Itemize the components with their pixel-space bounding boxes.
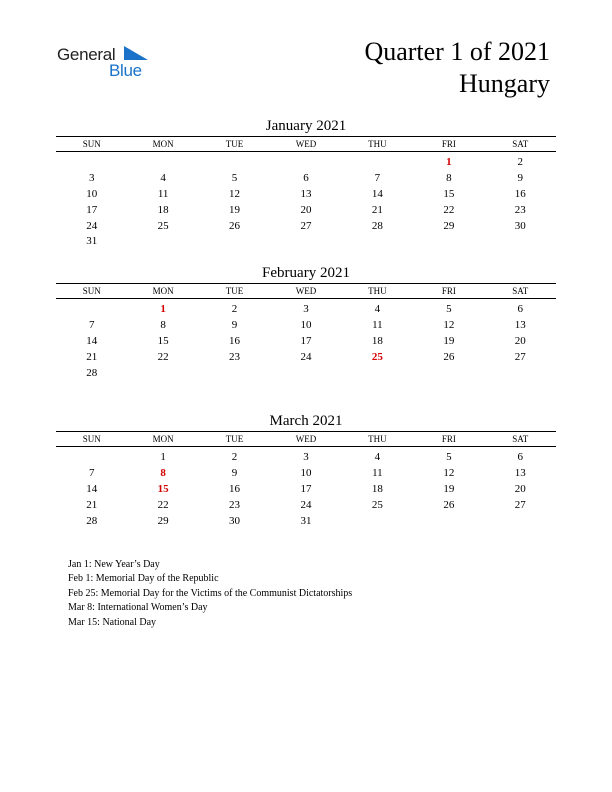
day-cell: 25: [371, 350, 383, 363]
empty-day-cell: [127, 365, 198, 381]
day-cell: 14: [86, 334, 98, 347]
day-cell: 8: [160, 467, 166, 480]
day-cell: 12: [229, 187, 241, 200]
weekday-header: SAT: [485, 137, 556, 152]
empty-day-cell: [485, 513, 556, 529]
empty-day-cell: [199, 365, 270, 381]
day-cell: 15: [443, 187, 455, 200]
week-row: [56, 302, 556, 318]
empty-day-cell: [413, 365, 484, 381]
day-cell: 13: [514, 319, 526, 332]
week-row: [56, 333, 556, 349]
empty-day-cell: [270, 233, 341, 249]
page-title: [364, 36, 550, 100]
empty-day-cell: [342, 233, 413, 249]
month-title: February 2021: [262, 265, 350, 281]
month-title: March 2021: [269, 413, 343, 429]
empty-day-cell: [199, 155, 270, 171]
day-cell: 23: [514, 203, 526, 216]
week-row: [56, 465, 556, 481]
day-cell: 19: [443, 334, 455, 347]
calendar-grid: [56, 136, 556, 249]
month-january: [56, 116, 556, 249]
weekday-header: SUN: [56, 432, 127, 447]
day-cell: 2: [231, 451, 238, 464]
day-cell: 22: [157, 498, 169, 511]
day-cell: 19: [229, 203, 241, 216]
day-cell: 30: [514, 219, 526, 232]
day-cell: 27: [514, 498, 526, 511]
day-cell: 19: [443, 482, 455, 495]
day-cell: 5: [446, 303, 452, 316]
calendar-grid: [56, 431, 556, 528]
day-cell: 17: [300, 334, 312, 347]
empty-day-cell: [485, 365, 556, 381]
day-cell: 23: [229, 498, 241, 511]
day-cell: 9: [231, 319, 238, 332]
calendar-grid: [56, 283, 556, 380]
day-cell: 10: [86, 187, 98, 200]
weekday-header: SAT: [485, 432, 556, 447]
day-cell: 18: [371, 482, 383, 495]
logo-text-general: General: [57, 45, 116, 64]
weekday-header: MON: [127, 432, 198, 447]
day-cell: 26: [229, 219, 241, 232]
day-cell: 26: [443, 350, 455, 363]
day-cell: 28: [371, 219, 383, 232]
quarter-heading: Quarter 1 of 2021: [364, 37, 550, 66]
empty-day-cell: [56, 302, 127, 318]
empty-day-cell: [413, 513, 484, 529]
logo-triangle-icon: [124, 46, 148, 60]
day-cell: 10: [300, 319, 312, 332]
day-cell: 24: [86, 219, 98, 232]
day-cell: 4: [160, 172, 166, 185]
day-cell: 15: [157, 334, 169, 347]
holiday-notes: [68, 558, 352, 630]
day-cell: 20: [514, 334, 526, 347]
weekday-header: FRI: [413, 137, 484, 152]
day-cell: 7: [374, 172, 381, 185]
week-row: [56, 155, 556, 171]
day-cell: 6: [517, 451, 524, 464]
holiday-note: Feb 1: Memorial Day of the Republic: [68, 573, 219, 585]
day-cell: 31: [86, 235, 98, 248]
week-row: [56, 317, 556, 333]
generalblue-logo: [57, 43, 157, 83]
day-cell: 26: [443, 498, 455, 511]
holiday-note: Mar 15: National Day: [68, 616, 157, 628]
day-cell: 23: [229, 350, 241, 363]
day-cell: 28: [86, 366, 98, 379]
day-cell: 7: [88, 467, 95, 480]
day-cell: 9: [517, 172, 524, 185]
day-cell: 25: [371, 498, 383, 511]
day-cell: 18: [371, 334, 383, 347]
day-cell: 1: [446, 156, 452, 169]
weekday-header: TUE: [199, 284, 270, 299]
weekday-header: WED: [270, 137, 341, 152]
weekday-header: SUN: [56, 284, 127, 299]
day-cell: 27: [514, 350, 526, 363]
week-row: [56, 497, 556, 513]
empty-day-cell: [199, 233, 270, 249]
weekday-header: FRI: [413, 432, 484, 447]
empty-day-cell: [56, 450, 127, 466]
day-cell: 3: [303, 451, 309, 464]
day-cell: 11: [372, 319, 383, 332]
day-cell: 27: [300, 219, 312, 232]
weekday-header: TUE: [199, 137, 270, 152]
empty-day-cell: [413, 233, 484, 249]
day-cell: 24: [300, 350, 312, 363]
day-cell: 3: [88, 172, 95, 185]
empty-day-cell: [342, 155, 413, 171]
day-cell: 12: [443, 467, 455, 480]
day-cell: 15: [157, 482, 169, 495]
empty-day-cell: [485, 233, 556, 249]
weekday-header: FRI: [413, 284, 484, 299]
day-cell: 22: [443, 203, 455, 216]
day-cell: 13: [514, 467, 526, 480]
weekday-header: WED: [270, 284, 341, 299]
day-cell: 2: [517, 156, 524, 169]
day-cell: 7: [88, 319, 95, 332]
weekday-header: SAT: [485, 284, 556, 299]
month-march: [56, 411, 556, 528]
day-cell: 8: [446, 172, 452, 185]
day-cell: 24: [300, 498, 312, 511]
day-cell: 11: [157, 187, 169, 200]
week-row: [56, 365, 556, 381]
empty-day-cell: [56, 155, 127, 171]
week-row: [56, 513, 556, 529]
week-row: [56, 202, 556, 218]
weekday-header: THU: [342, 284, 413, 299]
day-cell: 2: [231, 303, 238, 316]
day-cell: 21: [86, 350, 98, 363]
weekday-header: TUE: [199, 432, 270, 447]
day-cell: 12: [443, 319, 455, 332]
week-row: [56, 481, 556, 497]
month-february: [56, 263, 556, 380]
day-cell: 25: [157, 219, 169, 232]
weekday-header: MON: [127, 284, 198, 299]
day-cell: 1: [160, 451, 166, 464]
weekday-header: THU: [342, 432, 413, 447]
week-row: [56, 186, 556, 202]
day-cell: 21: [86, 498, 98, 511]
day-cell: 6: [303, 172, 309, 185]
day-cell: 16: [229, 334, 241, 347]
day-cell: 14: [371, 187, 383, 200]
day-cell: 4: [374, 303, 381, 316]
week-row: [56, 233, 556, 249]
day-cell: 13: [300, 187, 312, 200]
day-cell: 8: [160, 319, 166, 332]
weekday-header: SUN: [56, 137, 127, 152]
day-cell: 30: [229, 514, 241, 527]
day-cell: 21: [371, 203, 383, 216]
country-heading: Hungary: [459, 69, 550, 98]
day-cell: 22: [157, 350, 169, 363]
empty-day-cell: [127, 233, 198, 249]
weekday-header: THU: [342, 137, 413, 152]
day-cell: 18: [157, 203, 169, 216]
day-cell: 20: [300, 203, 312, 216]
empty-day-cell: [342, 365, 413, 381]
week-row: [56, 218, 556, 234]
week-row: [56, 349, 556, 365]
empty-day-cell: [127, 155, 198, 171]
day-cell: 3: [303, 303, 309, 316]
day-cell: 10: [300, 467, 312, 480]
day-cell: 17: [86, 203, 98, 216]
day-cell: 14: [86, 482, 98, 495]
day-cell: 29: [157, 514, 169, 527]
day-cell: 16: [229, 482, 241, 495]
day-cell: 9: [231, 467, 238, 480]
day-cell: 16: [514, 187, 526, 200]
weekday-header: MON: [127, 137, 198, 152]
week-row: [56, 450, 556, 466]
day-cell: 6: [517, 303, 524, 316]
weekday-header: WED: [270, 432, 341, 447]
day-cell: 11: [372, 467, 383, 480]
day-cell: 5: [446, 451, 452, 464]
day-cell: 28: [86, 514, 98, 527]
day-cell: 17: [300, 482, 312, 495]
week-row: [56, 170, 556, 186]
day-cell: 5: [231, 172, 238, 185]
empty-day-cell: [342, 513, 413, 529]
day-cell: 29: [443, 219, 455, 232]
day-cell: 20: [514, 482, 526, 495]
day-cell: 31: [300, 514, 312, 527]
holiday-note: Mar 8: International Women’s Day: [68, 602, 208, 614]
holiday-note: Jan 1: New Year’s Day: [68, 559, 160, 570]
day-cell: 1: [160, 303, 166, 316]
month-title: January 2021: [265, 118, 347, 134]
logo-text-blue: Blue: [109, 61, 142, 80]
empty-day-cell: [270, 365, 341, 381]
day-cell: 4: [374, 451, 381, 464]
holiday-note: Feb 25: Memorial Day for the Victims of the Communist Dictatorships: [68, 587, 353, 599]
empty-day-cell: [270, 155, 341, 171]
